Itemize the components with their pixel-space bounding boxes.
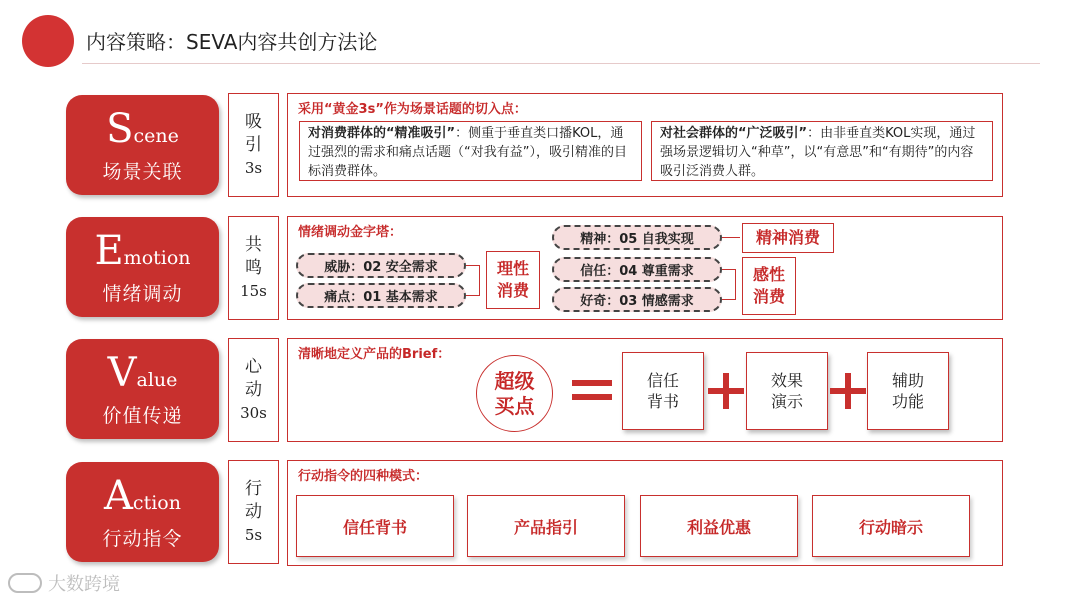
action-mode-2: 产品指引 bbox=[467, 495, 625, 557]
header-circle-decoration bbox=[22, 15, 74, 67]
value-initial: V bbox=[107, 350, 137, 396]
scene-duration: 3s bbox=[244, 158, 263, 177]
scene-card1-lead: 对消费群体的“精准吸引” bbox=[308, 126, 456, 141]
header-divider bbox=[82, 63, 1040, 64]
action-mode-1: 信任背书 bbox=[296, 495, 454, 557]
emotion-initial: E bbox=[94, 228, 124, 274]
content-box-emotion bbox=[287, 216, 1003, 320]
pill-pain: 痛点：01 基本需求 bbox=[296, 283, 466, 308]
row-label-action bbox=[66, 462, 219, 562]
pill-spirit: 精神：05 自我实现 bbox=[552, 225, 722, 250]
equals-sign bbox=[572, 378, 612, 404]
scene-card2-body: ：由非垂直类KOL实现，通过强场景逻辑切入“种草”，以“有意思”和“有期待”的内容吸引泛消费人群。 bbox=[660, 126, 976, 179]
watermark-logo-icon bbox=[8, 573, 42, 593]
time-box-scene bbox=[228, 93, 279, 197]
pill-threat: 威胁：02 安全需求 bbox=[296, 253, 466, 278]
scene-time-1: 吸 bbox=[245, 111, 262, 132]
value-box-aux: 辅助 功能 bbox=[867, 352, 949, 430]
value-zh: 价值传递 bbox=[102, 405, 183, 427]
watermark bbox=[8, 570, 120, 596]
watermark-text: 大数跨境 bbox=[48, 574, 120, 595]
action-mode-4: 行动暗示 bbox=[812, 495, 970, 557]
emotion-rest: motion bbox=[123, 247, 191, 269]
category-rational: 理性 消费 bbox=[486, 251, 540, 309]
value-section-title: 清晰地定义产品的Brief： bbox=[298, 347, 451, 362]
connector-spirit bbox=[722, 237, 740, 238]
value-time-1: 心 bbox=[245, 356, 262, 377]
emotion-time-1: 共 bbox=[245, 234, 262, 255]
action-duration: 5s bbox=[244, 525, 263, 544]
content-box-scene bbox=[287, 93, 1003, 197]
pill-curious: 好奇：03 情感需求 bbox=[552, 287, 722, 312]
scene-initial: S bbox=[106, 106, 134, 152]
scene-card-precise bbox=[299, 121, 642, 181]
scene-card2-lead: 对社会群体的“广泛吸引” bbox=[660, 126, 808, 141]
scene-card1-body: ：侧重于垂直类口播KOL，通过强烈的需求和痛点话题（“对我有益”），吸引精准的目标消费群体。 bbox=[308, 126, 627, 179]
plus-sign-2 bbox=[830, 373, 866, 409]
plus-sign-1 bbox=[708, 373, 744, 409]
row-label-scene bbox=[66, 95, 219, 195]
emotion-time-2: 鸣 bbox=[245, 257, 262, 278]
time-box-value bbox=[228, 338, 279, 442]
brace-emotional bbox=[722, 269, 736, 300]
emotion-zh: 情绪调动 bbox=[102, 283, 183, 305]
action-time-1: 行 bbox=[245, 478, 262, 499]
emotion-section-title: 情绪调动金字塔： bbox=[298, 225, 403, 240]
action-mode-3: 利益优惠 bbox=[640, 495, 798, 557]
scene-card-broad bbox=[651, 121, 993, 181]
category-emotional: 感性 消费 bbox=[742, 257, 796, 315]
value-box-trust: 信任 背书 bbox=[622, 352, 704, 430]
row-label-emotion bbox=[66, 217, 219, 317]
value-time-2: 动 bbox=[245, 379, 262, 400]
scene-rest: cene bbox=[133, 125, 179, 147]
value-rest: alue bbox=[136, 369, 178, 391]
action-zh: 行动指令 bbox=[102, 528, 183, 550]
action-section-title: 行动指令的四种模式： bbox=[298, 469, 429, 484]
scene-section-title: 采用“黄金3s”作为场景话题的切入点： bbox=[298, 102, 527, 117]
scene-time-2: 引 bbox=[245, 134, 262, 155]
action-initial: A bbox=[104, 473, 133, 519]
page-title: 内容策略：SEVA内容共创方法论 bbox=[86, 30, 378, 54]
value-duration: 30s bbox=[240, 403, 267, 422]
emotion-duration: 15s bbox=[240, 281, 267, 300]
action-time-2: 动 bbox=[245, 501, 262, 522]
row-label-value bbox=[66, 339, 219, 439]
time-box-action bbox=[228, 460, 279, 564]
value-box-demo: 效果 演示 bbox=[746, 352, 828, 430]
pill-trust: 信任：04 尊重需求 bbox=[552, 257, 722, 282]
action-rest: ction bbox=[132, 492, 181, 514]
scene-zh: 场景关联 bbox=[102, 161, 183, 183]
time-box-emotion bbox=[228, 216, 279, 320]
brace-rational bbox=[466, 265, 480, 296]
category-spirit: 精神消费 bbox=[742, 223, 834, 253]
super-selling-point-circle: 超级 买点 bbox=[476, 355, 553, 432]
